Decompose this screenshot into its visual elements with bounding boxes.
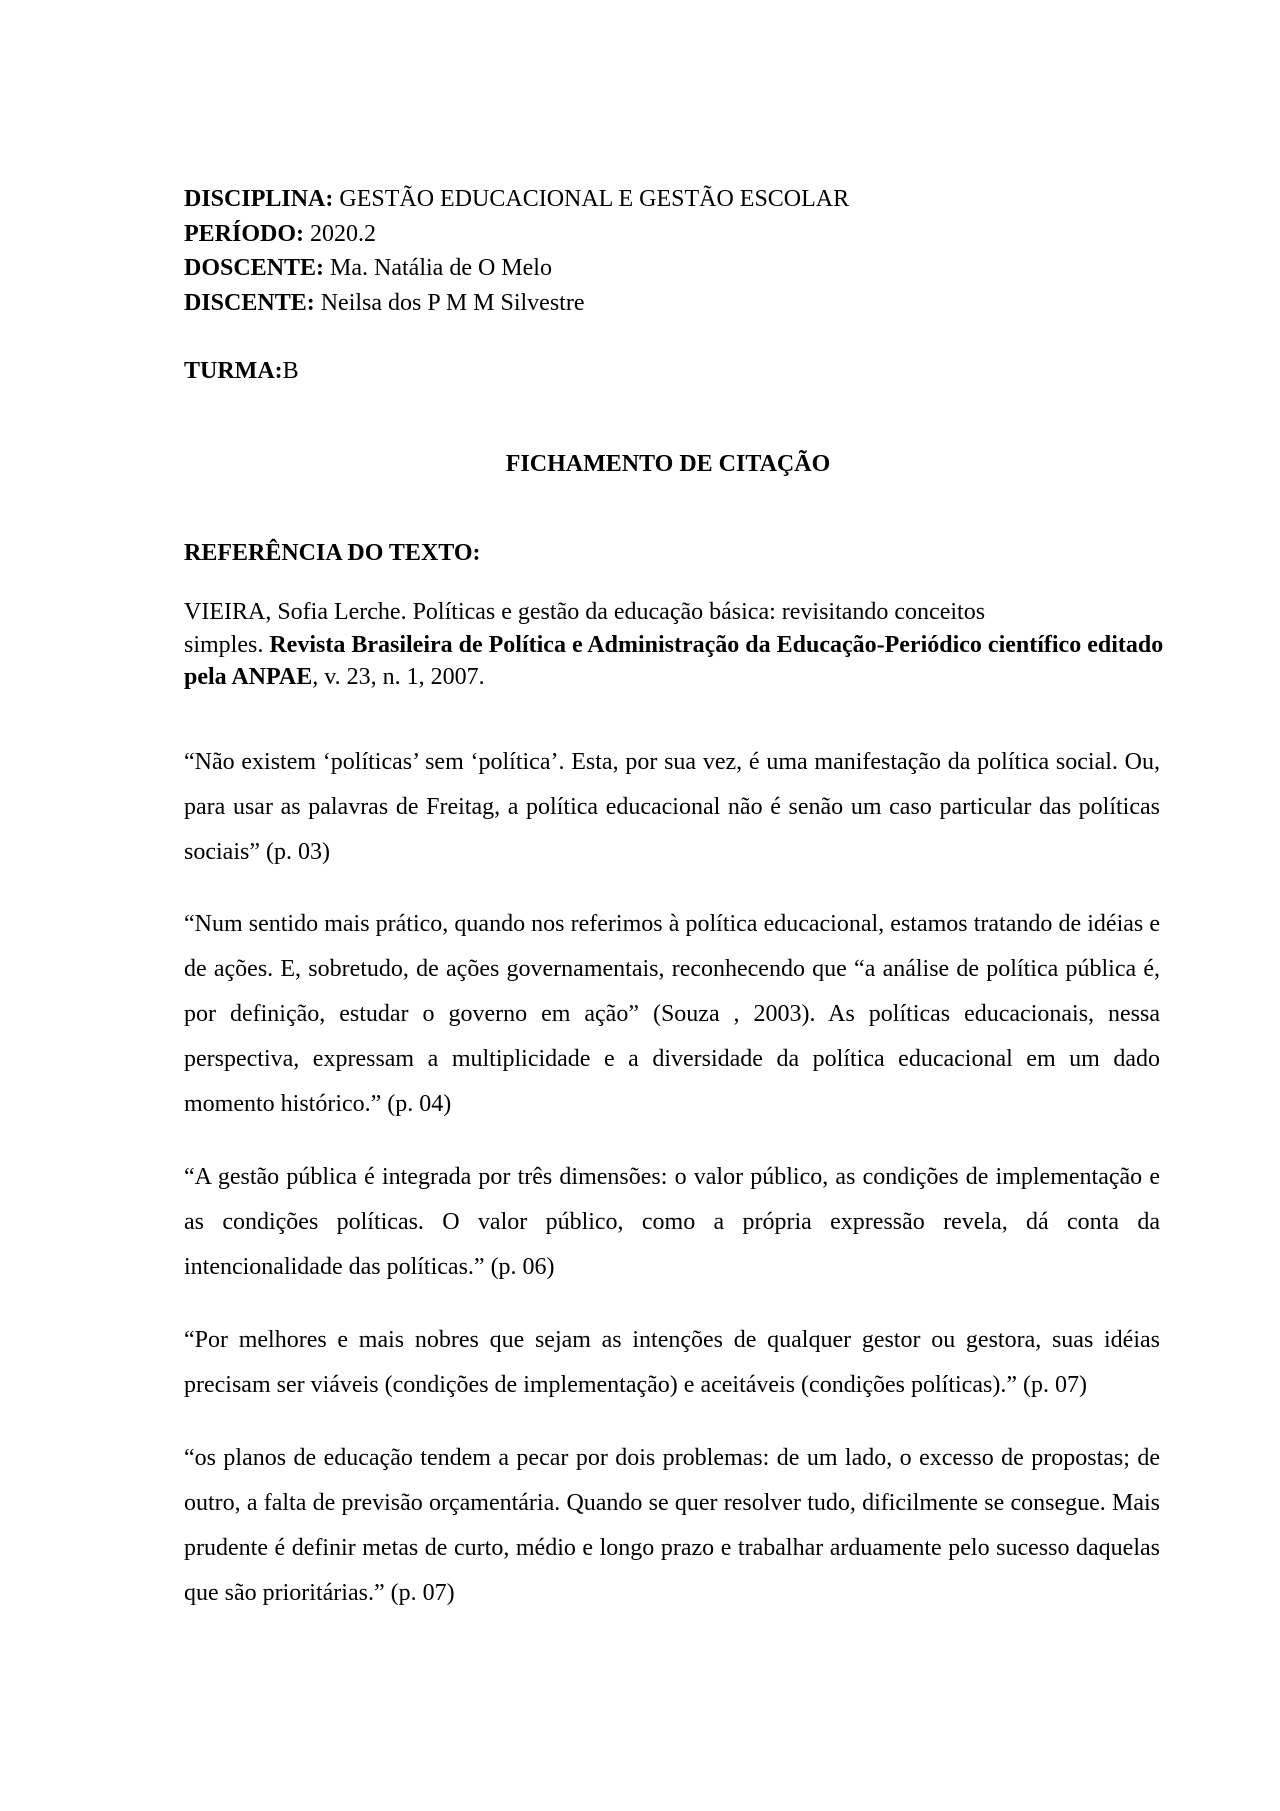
docente-value: Ma. Natália de O Melo: [324, 255, 552, 281]
quote-paragraph-3: “A gestão pública é integrada por três dimensões: o valor público, as condições de implementação e as condições políticas. O valor público, como a própria expressão revela, dá conta da intencionalidade das políticas.” (p. 06): [184, 1164, 1160, 1280]
quote-paragraph-5: “os planos de educação tendem a pecar por dois problemas: de um lado, o excesso de propostas; de outro, a falta de previsão orçamentária. Quando se quer resolver tudo, dificilmente se consegue. Mais prudente é definir metas de curto, médio e longo prazo e trabalhar arduamente pelo sucesso daquelas que são prioritárias.” (p. 07): [184, 1445, 1160, 1606]
turma-label: TURMA:: [184, 358, 283, 384]
reference-line-1: VIEIRA, Sofia Lerche. Políticas e gestão da educação básica: revisitando conceitos: [184, 599, 986, 625]
docente-line: [184, 251, 1144, 286]
docente-label: DOSCENTE:: [184, 255, 325, 281]
discente-value: Neilsa dos P M M Silvestre: [314, 289, 585, 316]
quote-paragraph-1: “Não existem ‘políticas’ sem ‘política’. Esta, por sua vez, é uma manifestação da política social. Ou, para usar as palavras de Freitag, a política educacional não é senão um caso particular das políticas sociais” (p. 03): [184, 749, 1160, 865]
disciplina-line: [184, 182, 1144, 217]
reference-line-2-prefix: simples.: [184, 631, 270, 658]
turma-line: [184, 354, 299, 388]
reference-journal: Revista Brasileira de Política e Administração da Educação-Periódico científico editado pela ANPAE: [184, 631, 1164, 690]
disciplina-value: GESTÃO EDUCACIONAL E GESTÃO ESCOLAR: [333, 186, 850, 212]
reference-citation: [184, 596, 1164, 694]
quote-paragraph-2: “Num sentido mais prático, quando nos referimos à política educacional, estamos tratando de idéias e de ações. E, sobretudo, de ações governamentais, reconhecendo que “a análise de política pública é, por definição, estudar o governo em ação” (Souza , 2003). As políticas educacionais, nessa perspectiva, expressam a multiplicidade e a diversidade da política educacional em um dado momento histórico.” (p. 04): [184, 911, 1160, 1117]
reference-details: , v. 23, n. 1, 2007.: [312, 664, 485, 690]
periodo-value: 2020.2: [304, 220, 376, 247]
document-title: FICHAMENTO DE CITAÇÃO: [505, 451, 831, 477]
discente-label: DISCENTE:: [184, 289, 315, 316]
periodo-label: PERÍODO:: [184, 220, 304, 247]
periodo-line: [184, 217, 1144, 252]
document-header: [184, 182, 1144, 320]
disciplina-label: DISCIPLINA:: [184, 186, 334, 212]
turma-value: B: [282, 358, 299, 384]
reference-heading: REFERÊNCIA DO TEXTO:: [184, 540, 481, 566]
quote-paragraph-4: “Por melhores e mais nobres que sejam as intenções de qualquer gestor ou gestora, suas idéias precisam ser viáveis (condições de implementação) e aceitáveis (condições políticas).” (p. 07): [184, 1327, 1160, 1398]
discente-line: [184, 286, 1144, 321]
